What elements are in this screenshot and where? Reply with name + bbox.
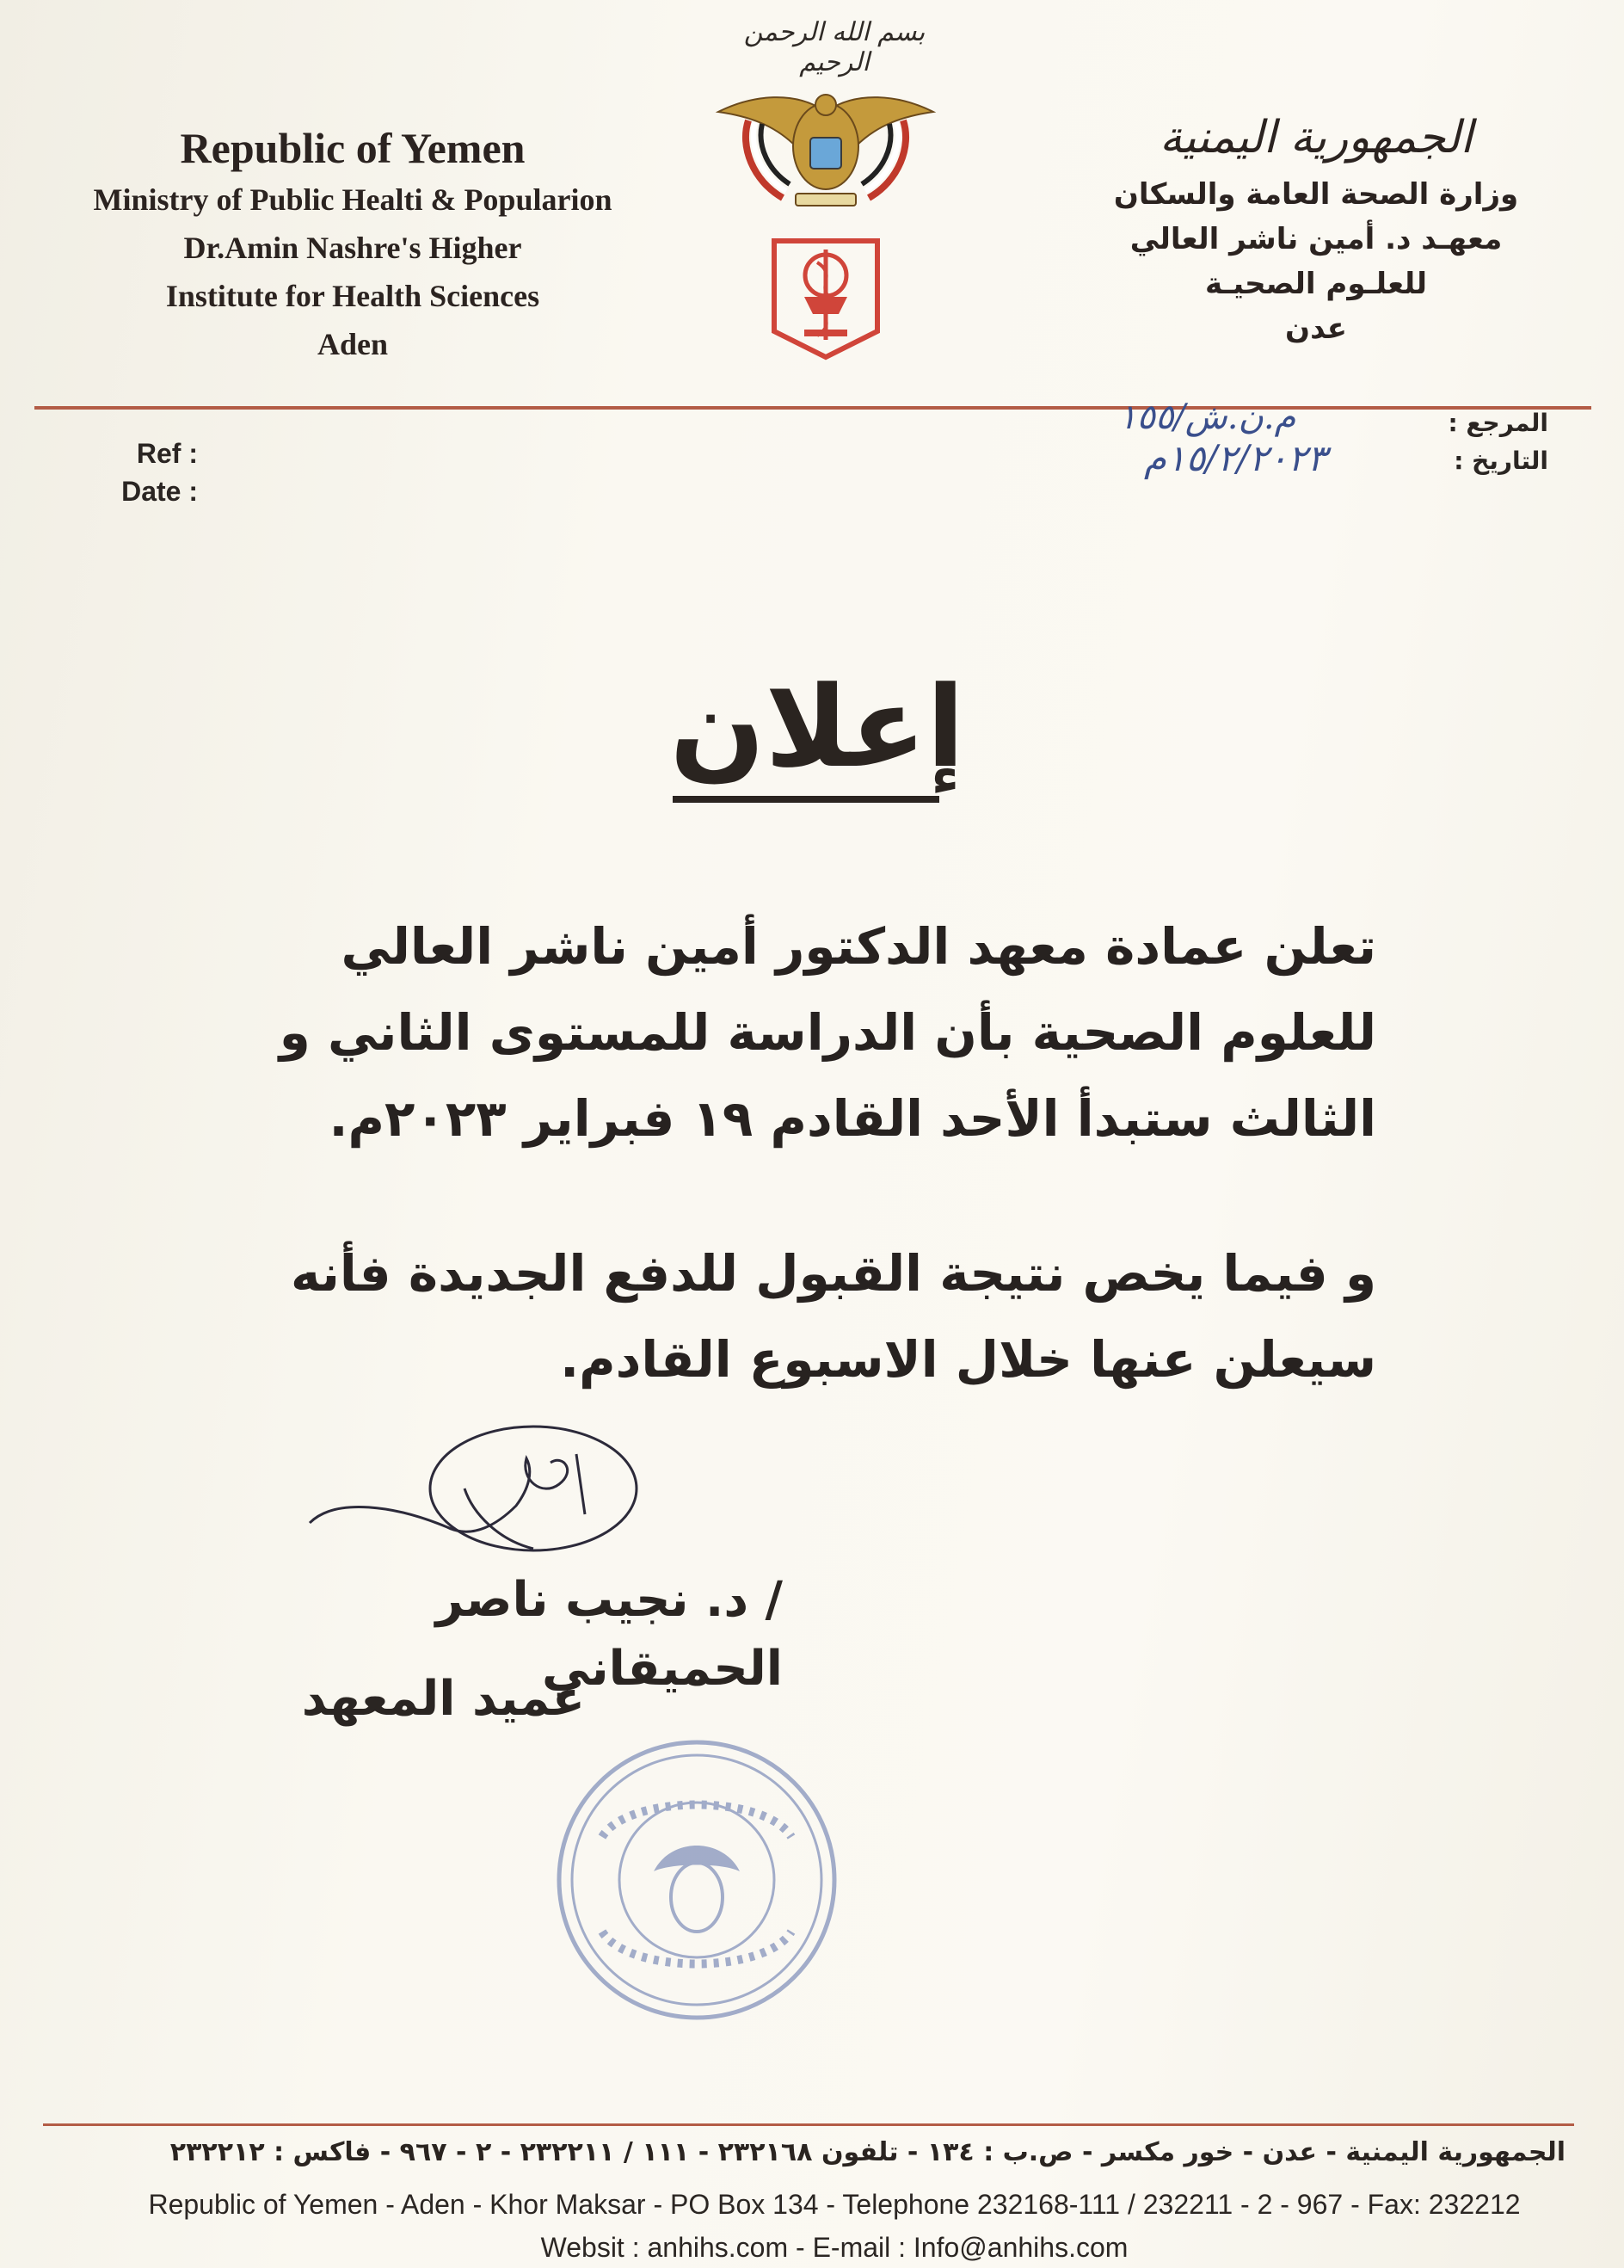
country-name-ar: الجمهورية اليمنية [1159,112,1473,163]
basmala: بسم الله الرحمن الرحيم [743,17,926,77]
ref-label-en: Ref : [136,438,198,469]
date-label-en: Date : [121,476,198,507]
city-ar: عدن [1285,311,1347,346]
announcement-paragraph-2: و فيما يخص نتيجة القبول للدفع الجديدة فأنه سيعلن عنها خلال الاسبوع القادم. [290,1244,1376,1389]
institute-line1-en: Dr.Amin Nashre's Higher [183,231,522,265]
city-en: Aden [317,327,389,361]
arabic-letterhead [1075,103,1557,351]
footer-address-ar: الجمهورية اليمنية - عدن - خور مكسر - ص.ب : ١٣٤ - تلفون ٢٣٢١٦٨ - ١١١ / ٢٣٢٢١١ - ٢ - ٩٦٧ - فاكس : ٢٣٢٢١٢ [169,2137,1566,2167]
institute-line2-en: Institute for Health Sciences [165,279,540,313]
announcement-paragraph-1: تعلن عمادة معهد الدكتور أمين ناشر العالي للعلوم الصحية بأن الدراسة للمستوى الثاني و الثالث ستبدأ الأحد القادم ١٩ فبراير ٢٠٢٣م. [279,917,1376,1148]
footer-address-en: Republic of Yemen - Aden - Khor Maksar - PO Box 134 - Telephone 232168-111 / 232211 - 2 - 967 - Fax: 232212 [148,2189,1521,2220]
announcement-title: إعلان [669,662,965,792]
ref-label-ar: المرجع : [1448,409,1548,437]
ref-number-handwritten: م.ن.ش/١٥٥ [1118,398,1296,437]
signatory-name: / د. نجيب ناصر الحميقاني [435,1572,783,1697]
ref-date-labels-en [103,434,198,510]
institute-line2-ar: للعلـوم الصحيـة [1205,267,1427,301]
ministry-name-ar: وزارة الصحة العامة والسكان [1113,177,1519,212]
ministry-name-en: Ministry of Public Healti & Popularion [93,182,612,217]
title-underline [673,796,939,803]
date-label-ar: التاريخ : [1454,447,1548,475]
header-divider [34,406,1591,410]
signatory-title: عميد المعهد [301,1671,585,1727]
english-letterhead [34,120,671,368]
footer-divider [43,2123,1574,2126]
institute-line1-ar: معهـد د. أمين ناشر العالي [1129,222,1503,256]
date-handwritten: ١٥/٢/٢٠٢٣م [1144,437,1327,479]
institute-logo-icon [757,228,895,366]
country-name-en: Republic of Yemen [180,124,526,172]
official-stamp-icon [551,1734,843,2026]
ref-date-labels-ar [1411,404,1548,480]
yemen-emblem-icon [714,86,938,215]
footer-web-contact: Websit : anhihs.com - E-mail : Info@anhihs.com [540,2232,1129,2263]
